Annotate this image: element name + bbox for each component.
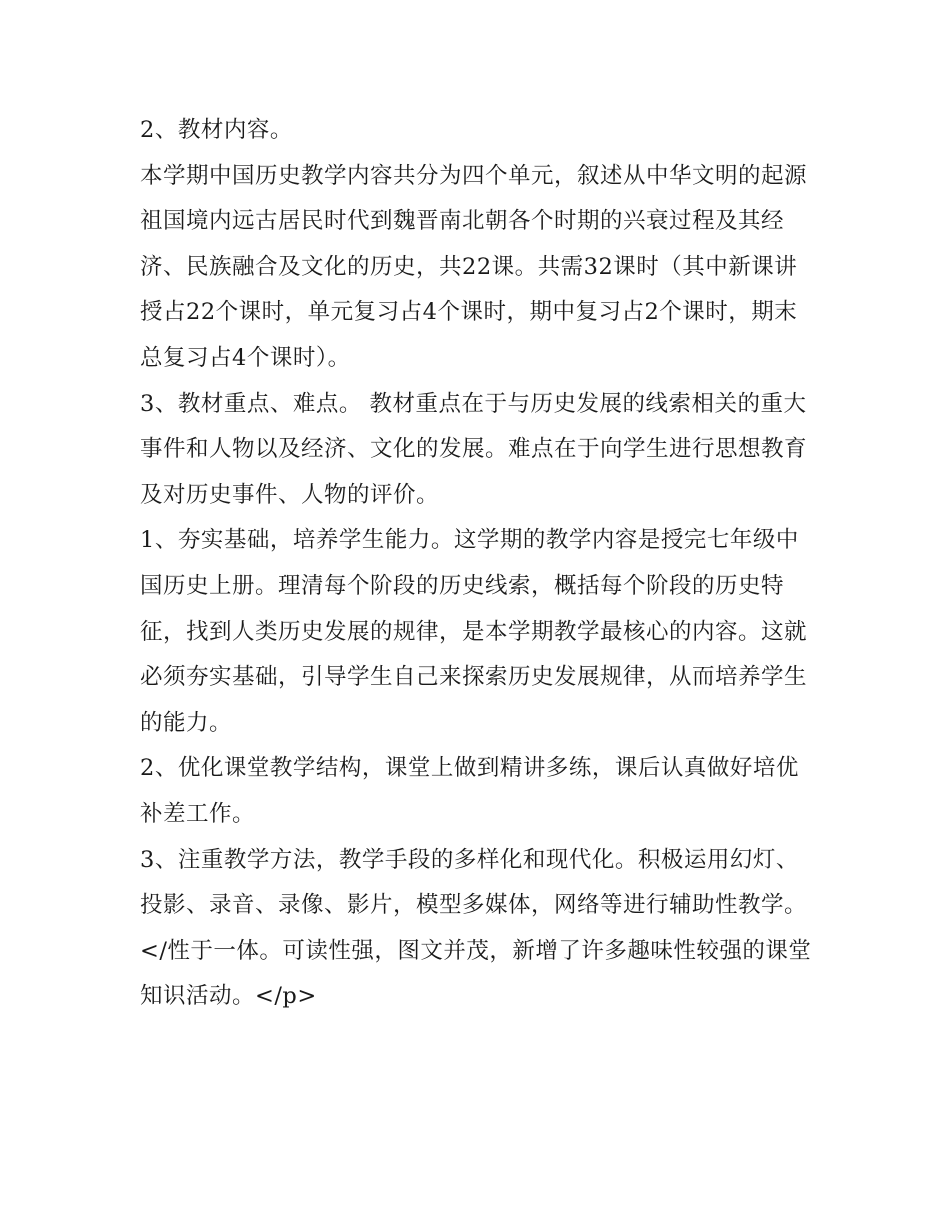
paragraph-measure-classroom-structure: 2、优化课堂教学结构，课堂上做到精讲多练，课后认真做好培优补差工作。: [140, 755, 799, 827]
paragraph-key-difficult-points: 3、教材重点、难点。 教材重点在于与历史发展的线索相关的重大事件和人物以及经济、文化的发展。难点在于向学生进行思想教育及对历史事件、人物的评价。: [140, 390, 808, 508]
document-body: [140, 108, 820, 1020]
paragraph-textbook-content-heading: 2、教材内容。: [140, 117, 293, 143]
paragraph-measure-teaching-methods: 3、注重教学方法，教学手段的多样化和现代化。积极运用幻灯、投影、录音、录像、影片，模型多媒体，网络等进行辅助性教学。</性于一体。可读性强，图文并茂，新增了许多趣味性较强的课堂知识活动。</p>: [140, 846, 812, 1010]
paragraph-measure-foundation: 1、夯实基础，培养学生能力。这学期的教学内容是授完七年级中国历史上册。理清每个阶段的历史线索，概括每个阶段的历史特征，找到人类历史发展的规律，是本学期教学最核心的内容。这就必须夯实基础，引导学生自己来探索历史发展规律，从而培养学生的能力。: [140, 527, 808, 736]
paragraph-textbook-content: 本学期中国历史教学内容共分为四个单元，叙述从中华文明的起源祖国境内远古居民时代到魏晋南北朝各个时期的兴衰过程及其经济、民族融合及文化的历史，共22课。共需32课时（其中新课讲授占22个课时，单元复习占4个课时，期中复习占2个课时，期末总复习占4个课时）。: [140, 162, 808, 371]
